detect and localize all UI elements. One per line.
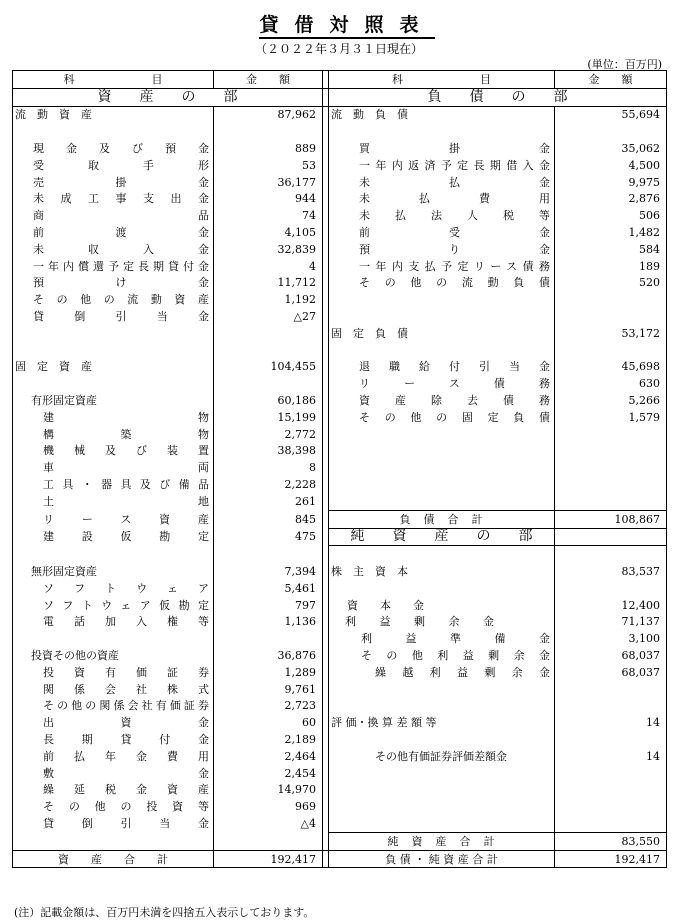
header-item-left: 科 目 xyxy=(13,71,214,89)
right-item-label: 利益剰余金 xyxy=(329,614,555,631)
left-item-amount: 14,970 xyxy=(214,781,323,798)
section-liabilities: 負 債 の 部 xyxy=(329,88,667,106)
table-row xyxy=(13,781,667,798)
right-item-label: その他の固定負債 xyxy=(329,409,555,426)
left-item-amount: △4 xyxy=(214,815,323,832)
right-item-label xyxy=(329,580,555,597)
right-item-label xyxy=(329,426,555,443)
table-row xyxy=(13,765,667,782)
table-row xyxy=(13,815,667,832)
left-item-label: 売掛金 xyxy=(13,174,214,191)
left-item-amount: 9,761 xyxy=(214,681,323,698)
table-row xyxy=(13,697,667,714)
left-item-amount: 797 xyxy=(214,597,323,614)
table-row xyxy=(13,426,667,443)
right-item-amount xyxy=(555,443,667,460)
right-item-amount xyxy=(555,123,667,140)
right-item-label: その他利益剰余金 xyxy=(329,647,555,664)
assets-total-label: 資 産 合 計 xyxy=(13,850,214,868)
left-item-amount: 1,289 xyxy=(214,664,323,681)
right-item-label xyxy=(329,342,555,359)
left-item-label xyxy=(13,375,214,392)
header-amount-left: 金 額 xyxy=(214,71,323,89)
right-item-label: 繰越利益剰余金 xyxy=(329,664,555,681)
right-item-label: 前受金 xyxy=(329,224,555,241)
left-item-amount: 2,189 xyxy=(214,731,323,748)
table-row xyxy=(13,392,667,409)
table-row xyxy=(13,325,667,342)
left-item-amount: 4,105 xyxy=(214,224,323,241)
left-item-amount: 1,136 xyxy=(214,614,323,631)
right-item-amount xyxy=(555,528,667,546)
left-item-amount: 2,228 xyxy=(214,476,323,493)
right-item-label xyxy=(329,815,555,832)
left-item-amount: 261 xyxy=(214,493,323,510)
left-item-amount: 87,962 xyxy=(214,106,323,123)
right-item-amount: 12,400 xyxy=(555,597,667,614)
left-item-amount: 38,398 xyxy=(214,443,323,460)
right-item-amount: 1,579 xyxy=(555,409,667,426)
document-title: 貸借対照表 xyxy=(0,10,678,37)
right-item-label: 一年内返済予定長期借入金 xyxy=(329,157,555,174)
table-row xyxy=(13,647,667,664)
table-row xyxy=(13,563,667,580)
left-item-label xyxy=(13,630,214,647)
right-item-amount: 506 xyxy=(555,207,667,224)
left-item-label: 関係会社株式 xyxy=(13,681,214,698)
table-row xyxy=(13,207,667,224)
right-item-amount: 5,266 xyxy=(555,392,667,409)
right-item-amount xyxy=(555,731,667,748)
left-item-label: ソフトウェア xyxy=(13,580,214,597)
left-item-label: 流 動 資 産 xyxy=(13,106,214,123)
table-row xyxy=(13,476,667,493)
right-item-label: 買掛金 xyxy=(329,140,555,157)
liab-net-total-label: 負 債 ・ 純 資 産 合 計 xyxy=(329,850,555,868)
left-item-label: 投資有価証券 xyxy=(13,664,214,681)
left-item-label: 出資金 xyxy=(13,714,214,731)
section-assets: 資 産 の 部 xyxy=(13,88,323,106)
section-header-row xyxy=(13,88,667,106)
right-item-amount: 45,698 xyxy=(555,359,667,376)
right-item-label: 預り金 xyxy=(329,241,555,258)
table-header-row xyxy=(13,71,667,89)
table-row xyxy=(13,241,667,258)
table-row xyxy=(13,748,667,765)
left-item-amount xyxy=(214,342,323,359)
table-row xyxy=(13,546,667,563)
table-row xyxy=(13,375,667,392)
header-amount-right: 金 額 xyxy=(555,71,667,89)
left-item-label: リース資産 xyxy=(13,510,214,528)
left-item-amount: 475 xyxy=(214,528,323,546)
left-item-amount: 2,772 xyxy=(214,426,323,443)
left-item-label: 未成工事支出金 xyxy=(13,191,214,208)
right-item-amount: 520 xyxy=(555,275,667,292)
left-item-label: 前渡金 xyxy=(13,224,214,241)
unit-label: (単位：百万円) xyxy=(587,58,662,71)
right-item-label: 純 資 産 合 計 xyxy=(329,832,555,850)
right-item-amount xyxy=(555,815,667,832)
right-item-amount: 630 xyxy=(555,375,667,392)
left-item-label: 工具・器具及び備品 xyxy=(13,476,214,493)
right-item-amount xyxy=(555,493,667,510)
right-item-amount: 3,100 xyxy=(555,630,667,647)
table-row xyxy=(13,510,667,528)
right-item-label: 固 定 負 債 xyxy=(329,325,555,342)
assets-total-value: 192,417 xyxy=(214,850,323,868)
right-item-amount: 189 xyxy=(555,258,667,275)
footnote: (注）記載金額は、百万円未満を四捨五入表示しております。 xyxy=(14,906,315,919)
left-item-amount: 104,455 xyxy=(214,359,323,376)
left-item-label: 貸倒引当金 xyxy=(13,815,214,832)
left-item-label: 長期貸付金 xyxy=(13,731,214,748)
left-item-amount: 60,186 xyxy=(214,392,323,409)
right-item-label: その他の流動負債 xyxy=(329,275,555,292)
right-item-label xyxy=(329,697,555,714)
left-item-amount: 74 xyxy=(214,207,323,224)
right-item-amount: 68,037 xyxy=(555,664,667,681)
right-item-amount xyxy=(555,580,667,597)
right-item-label xyxy=(329,123,555,140)
right-item-amount: 14 xyxy=(555,714,667,731)
right-item-amount xyxy=(555,546,667,563)
table-row xyxy=(13,191,667,208)
right-item-label xyxy=(329,308,555,325)
table-row xyxy=(13,664,667,681)
left-item-amount: 1,192 xyxy=(214,291,323,308)
right-item-amount xyxy=(555,681,667,698)
table-row xyxy=(13,681,667,698)
section-net-assets: 純 資 産 の 部 xyxy=(329,528,555,546)
right-item-amount: 2,876 xyxy=(555,191,667,208)
table-row xyxy=(13,342,667,359)
right-item-label: 資 本 金 xyxy=(329,597,555,614)
left-item-label: 機械及び装置 xyxy=(13,443,214,460)
right-item-amount xyxy=(555,342,667,359)
left-item-label: 商品 xyxy=(13,207,214,224)
left-item-label xyxy=(13,832,214,850)
right-item-amount xyxy=(555,426,667,443)
left-item-label: ソフトウェア仮勘定 xyxy=(13,597,214,614)
left-item-label: その他の関係会社有価証券 xyxy=(13,697,214,714)
right-item-amount: 53,172 xyxy=(555,325,667,342)
table-row xyxy=(13,597,667,614)
left-item-label xyxy=(13,546,214,563)
left-item-amount xyxy=(214,123,323,140)
right-item-label: 資産除去債務 xyxy=(329,392,555,409)
left-item-label: 構築物 xyxy=(13,426,214,443)
right-item-label: 未払金 xyxy=(329,174,555,191)
right-item-label xyxy=(329,493,555,510)
left-item-label: 貸倒引当金 xyxy=(13,308,214,325)
right-item-label xyxy=(329,546,555,563)
table-row xyxy=(13,630,667,647)
table-row xyxy=(13,832,667,850)
left-item-amount: 15,199 xyxy=(214,409,323,426)
balance-sheet-table xyxy=(12,70,667,868)
right-item-label: 一年内支払予定リース債務 xyxy=(329,258,555,275)
right-item-label: 評 価・換 算 差 額 等 xyxy=(329,714,555,731)
table-row xyxy=(13,308,667,325)
left-item-amount: 845 xyxy=(214,510,323,528)
table-row xyxy=(13,258,667,275)
left-item-amount: 8 xyxy=(214,459,323,476)
table-row xyxy=(13,731,667,748)
table-row xyxy=(13,493,667,510)
left-item-label: その他の流動資産 xyxy=(13,291,214,308)
right-item-amount: 83,550 xyxy=(555,832,667,850)
right-item-amount xyxy=(555,765,667,782)
table-row xyxy=(13,459,667,476)
table-row xyxy=(13,580,667,597)
right-item-label: リース債務 xyxy=(329,375,555,392)
table-row xyxy=(13,614,667,631)
left-item-amount: 5,461 xyxy=(214,580,323,597)
right-item-label xyxy=(329,443,555,460)
left-item-label: 無形固定資産 xyxy=(13,563,214,580)
table-row xyxy=(13,157,667,174)
right-item-label xyxy=(329,731,555,748)
left-item-amount: 36,177 xyxy=(214,174,323,191)
left-item-label: 一年内償還予定長期貸付金 xyxy=(13,258,214,275)
right-item-label xyxy=(329,798,555,815)
table-row xyxy=(13,275,667,292)
table-row xyxy=(13,224,667,241)
right-item-label: 株 主 資 本 xyxy=(329,563,555,580)
right-item-label: 流 動 負 債 xyxy=(329,106,555,123)
table-row xyxy=(13,291,667,308)
left-item-amount: 4 xyxy=(214,258,323,275)
right-item-label: 退職給付引当金 xyxy=(329,359,555,376)
table-row xyxy=(13,106,667,123)
right-item-amount xyxy=(555,781,667,798)
left-item-label: 建物 xyxy=(13,409,214,426)
right-item-amount xyxy=(555,697,667,714)
left-item-amount: 2,454 xyxy=(214,765,323,782)
left-item-label: 預け金 xyxy=(13,275,214,292)
left-item-label: 建設仮勘定 xyxy=(13,528,214,546)
left-item-label: 有形固定資産 xyxy=(13,392,214,409)
right-item-amount: 68,037 xyxy=(555,647,667,664)
right-item-label: 未払法人税等 xyxy=(329,207,555,224)
right-item-amount xyxy=(555,476,667,493)
left-item-label: 前払年金費用 xyxy=(13,748,214,765)
left-item-amount: 889 xyxy=(214,140,323,157)
left-item-label: 土地 xyxy=(13,493,214,510)
left-item-amount xyxy=(214,546,323,563)
left-item-label xyxy=(13,342,214,359)
right-item-label: 未払費用 xyxy=(329,191,555,208)
table-row xyxy=(13,714,667,731)
right-item-amount xyxy=(555,291,667,308)
right-item-amount: 4,500 xyxy=(555,157,667,174)
right-item-amount xyxy=(555,459,667,476)
right-item-label xyxy=(329,291,555,308)
right-item-label xyxy=(329,781,555,798)
left-item-amount: 36,876 xyxy=(214,647,323,664)
left-item-label xyxy=(13,123,214,140)
left-item-amount xyxy=(214,325,323,342)
right-item-label: 利益準備金 xyxy=(329,630,555,647)
right-item-amount: 584 xyxy=(555,241,667,258)
left-item-amount: 7,394 xyxy=(214,563,323,580)
table-row xyxy=(13,528,667,546)
table-row xyxy=(13,443,667,460)
right-item-amount: 83,537 xyxy=(555,563,667,580)
left-item-amount: 2,464 xyxy=(214,748,323,765)
table-row xyxy=(13,798,667,815)
left-item-label: 現金及び預金 xyxy=(13,140,214,157)
table-row xyxy=(13,409,667,426)
left-item-label: 固 定 資 産 xyxy=(13,359,214,376)
right-item-label xyxy=(329,681,555,698)
left-item-label: その他の投資等 xyxy=(13,798,214,815)
right-item-amount: 108,867 xyxy=(555,510,667,528)
left-item-amount: △27 xyxy=(214,308,323,325)
left-item-amount: 60 xyxy=(214,714,323,731)
left-item-amount: 969 xyxy=(214,798,323,815)
left-item-label: 受取手形 xyxy=(13,157,214,174)
left-item-label: 未収入金 xyxy=(13,241,214,258)
left-item-label xyxy=(13,325,214,342)
right-item-label: 負 債 合 計 xyxy=(329,510,555,528)
header-item-right: 科 目 xyxy=(329,71,555,89)
right-item-amount xyxy=(555,308,667,325)
right-item-amount: 71,137 xyxy=(555,614,667,631)
left-item-amount: 2,723 xyxy=(214,697,323,714)
left-item-label: 投資その他の資産 xyxy=(13,647,214,664)
table-row xyxy=(13,174,667,191)
document-date: （２０２２年３月３１日現在） xyxy=(254,42,423,56)
right-item-amount: 55,694 xyxy=(555,106,667,123)
table-row xyxy=(13,140,667,157)
right-item-amount xyxy=(555,798,667,815)
left-item-amount: 32,839 xyxy=(214,241,323,258)
left-item-amount xyxy=(214,832,323,850)
right-item-label xyxy=(329,459,555,476)
right-item-label: その他有価証券評価差額金 xyxy=(329,748,555,765)
left-item-label: 繰延税金資産 xyxy=(13,781,214,798)
table-row xyxy=(13,359,667,376)
right-item-label xyxy=(329,476,555,493)
liab-net-total-value: 192,417 xyxy=(555,850,667,868)
grand-total-row xyxy=(13,850,667,868)
left-item-label: 車両 xyxy=(13,459,214,476)
right-item-amount: 9,975 xyxy=(555,174,667,191)
left-item-label: 電話加入権等 xyxy=(13,614,214,631)
right-item-amount: 1,482 xyxy=(555,224,667,241)
table-row xyxy=(13,123,667,140)
right-item-amount: 35,062 xyxy=(555,140,667,157)
left-item-amount xyxy=(214,630,323,647)
right-item-amount: 14 xyxy=(555,748,667,765)
left-item-label: 敷金 xyxy=(13,765,214,782)
right-item-label xyxy=(329,765,555,782)
left-item-amount: 944 xyxy=(214,191,323,208)
left-item-amount: 11,712 xyxy=(214,275,323,292)
left-item-amount xyxy=(214,375,323,392)
left-item-amount: 53 xyxy=(214,157,323,174)
